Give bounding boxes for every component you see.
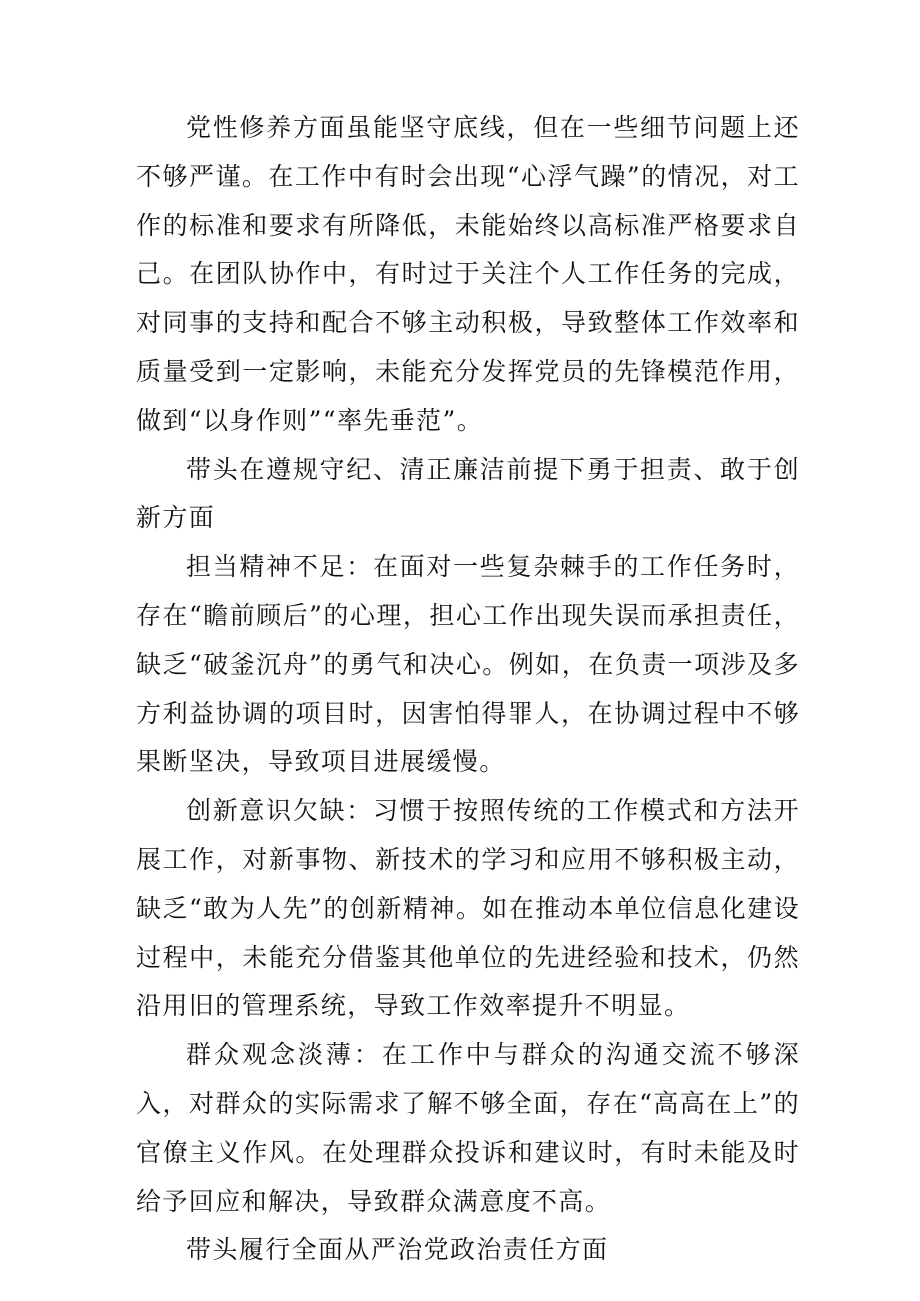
paragraph-mass-line: 群众观念淡薄：在工作中与群众的沟通交流不够深入，对群众的实际需求了解不够全面，存在“高高在上”的官僚主义作风。在处理群众投诉和建议时，有时未能及时给予回应和解决，导致群众满意度不高。 <box>136 1040 800 1216</box>
section-heading-party-governance: 带头履行全面从严治党政治责任方面 <box>186 1235 609 1265</box>
document-body <box>136 104 800 1275</box>
section-heading-responsibility-innovation: 带头在遵规守纪、清正廉洁前提下勇于担责、敢于创新方面 <box>136 454 800 533</box>
paragraph-responsibility: 担当精神不足：在面对一些复杂棘手的工作任务时，存在“瞻前顾后”的心理，担心工作出现失误而承担责任，缺乏“破釜沉舟”的勇气和决心。例如，在负责一项涉及多方利益协调的项目时，因害怕得罪人，在协调过程中不够果断坚决，导致项目进展缓慢。 <box>136 552 800 777</box>
paragraph-party-spirit: 党性修养方面虽能坚守底线，但在一些细节问题上还不够严谨。在工作中有时会出现“心浮气躁”的情况，对工作的标准和要求有所降低，未能始终以高标准严格要求自己。在团队协作中，有时过于关注个人工作任务的完成，对同事的支持和配合不够主动积极，导致整体工作效率和质量受到一定影响，未能充分发挥党员的先锋模范作用，做到“以身作则”“率先垂范”。 <box>136 113 800 435</box>
paragraph-innovation: 创新意识欠缺：习惯于按照传统的工作模式和方法开展工作，对新事物、新技术的学习和应用不够积极主动，缺乏“敢为人先”的创新精神。如在推动本单位信息化建设过程中，未能充分借鉴其他单位的先进经验和技术，仍然沿用旧的管理系统，导致工作效率提升不明显。 <box>136 796 800 1021</box>
